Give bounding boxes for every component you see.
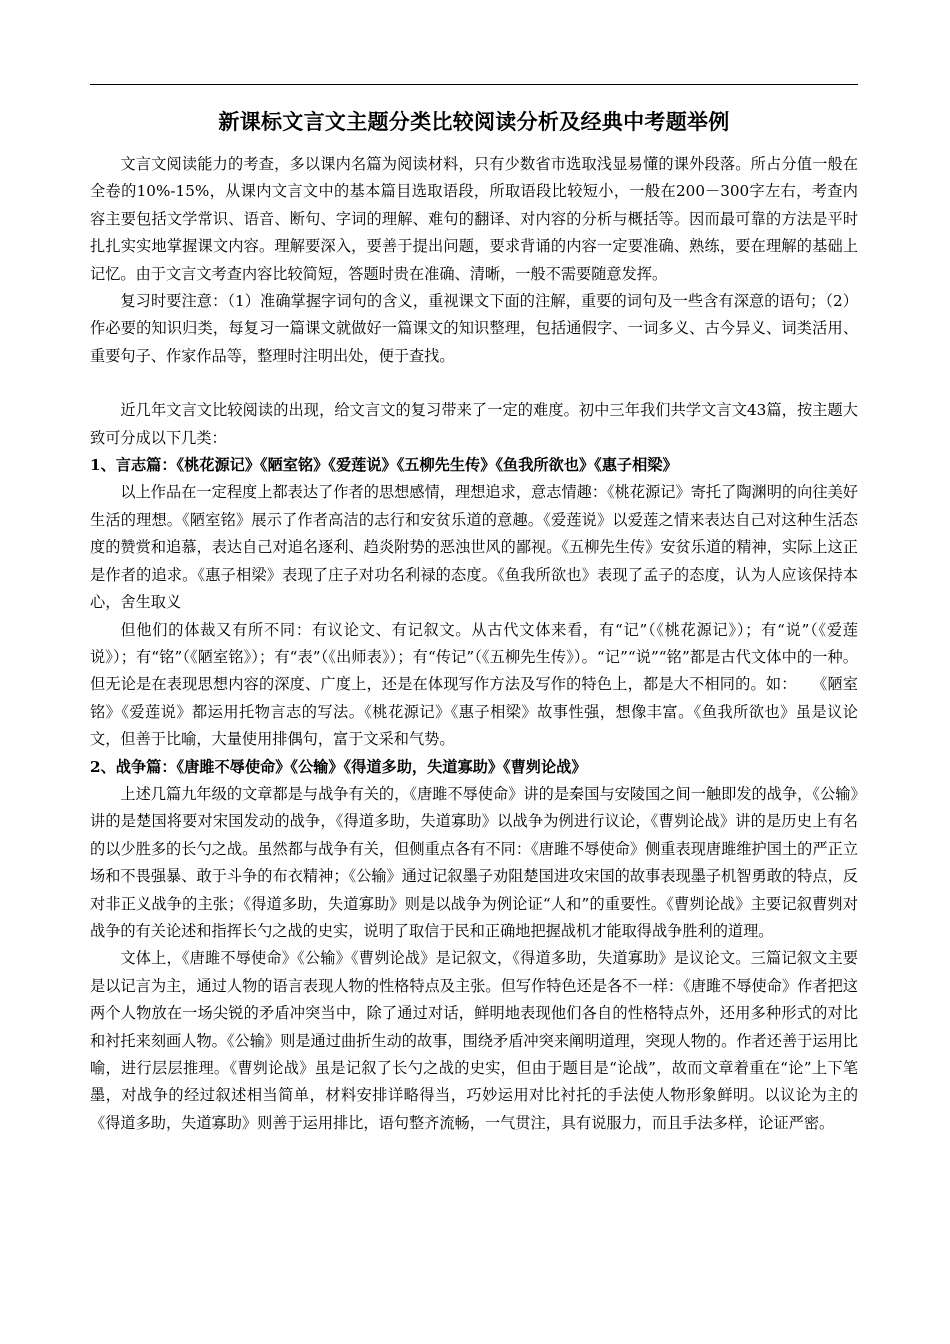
document-title: 新课标文言文主题分类比较阅读分析及经典中考题举例 xyxy=(218,109,730,134)
war-paragraph-2: 文体上，《唐雎不辱使命》《公输》《曹刿论战》是记叙文，《得道多助，失道寡助》是议论文。三篇记叙文主要是以记言为主，通过人物的语言表现人物的性格特点及主张。但写作特色还是各不一样：《唐雎不辱使命》作者把这两个人物放在一场尖锐的矛盾冲突当中，除了通过对话，鲜明地表现他们各自的性格特点外，还用多种形式的对比和衬托来刻画人物。《公输》则是通过曲折生动的故事，围绕矛盾冲突来阐明道理，突现人物的。作者还善于运用比喻，进行层层推理。《曹刿论战》虽是记叙了长勺之战的史实，但由于题目是“论战”，故而文章着重在“论”上下笔墨，对战争的经过叙述相当简单，材料安排详略得当，巧妙运用对比衬托的手法使人物形象鲜明。以议论为主的《得道多助，失道寡助》则善于运用排比，语句整齐流畅，一气贯注，具有说服力，而且手法多样，论证严密。 xyxy=(90,949,858,1132)
intro-paragraph-2: 复习时要注意：（1）准确掌握字词句的含义，重视课文下面的注解，重要的词句及一些含有深意的语句；（2）作必要的知识归类，每复习一篇课文就做好一篇课文的知识整理，包括通假字、一词多义、古今异义、词类活用、重要句子、作家作品等，整理时注明出处，便于查找。 xyxy=(90,292,858,365)
section-heading-war: 2、战争篇：《唐雎不辱使命》《公输》《得道多助，失道寡助》《曹刿论战》 xyxy=(90,757,587,776)
document-page xyxy=(90,84,858,1137)
paragraph-spacer xyxy=(90,370,858,397)
section-heading-aspiration: 1、言志篇：《桃花源记》《陋室铭》《爱莲说》《五柳先生传》《鱼我所欲也》《惠子相梁》 xyxy=(90,456,678,475)
overview-paragraph: 近几年文言文比较阅读的出现，给文言文的复习带来了一定的难度。初中三年我们共学文言文43篇，按主题大致可分成以下几类： xyxy=(90,401,858,447)
intro-paragraph-1: 文言文阅读能力的考查，多以课内名篇为阅读材料，只有少数省市选取浅显易懂的课外段落。所占分值一般在全卷的10%-15%，从课内文言文中的基本篇目选取语段，所取语段比较短小，一般在200－300字左右，考查内容主要包括文学常识、语音、断句、字词的理解、难句的翻译、对内容的分析与概括等。因而最可靠的方法是平时扎扎实实地掌握课文内容。理解要深入，要善于提出问题，要求背诵的内容一定要准确、熟练，要在理解的基础上记忆。由于文言文考查内容比较简短，答题时贵在准确、清晰，一般不需要随意发挥。 xyxy=(90,155,858,283)
aspiration-paragraph-1: 以上作品在一定程度上都表达了作者的思想感情，理想追求，意志情趣：《桃花源记》寄托了陶渊明的向往美好生活的理想。《陋室铭》展示了作者高洁的志行和安贫乐道的意趣。《爱莲说》以爱莲之情来表达自己对这种生活态度的赞赏和追慕，表达自己对追名逐利、趋炎附势的恶浊世风的鄙视。《五柳先生传》安贫乐道的精神，实际上这正是作者的追求。《惠子相梁》表现了庄子对功名利禄的态度。《鱼我所欲也》表现了孟子的态度，认为人应该保持本心，舍生取义 xyxy=(90,483,858,612)
aspiration-paragraph-2: 但他们的体裁又有所不同：有议论文、有记叙文。从古代文体来看，有“记”（《桃花源记》）；有“说”（《爱莲说》）；有“铭”（《陋室铭》）；有“表”（《出师表》）；有“传记”（《五柳先生传》）。“记”“说”“铭”都是古代文体中的一种。但无论是在表现思想内容的深度、广度上，还是在体现写作方法及写作的特色上，都是大不相同的。如： 《陋室铭》《爱莲说》都运用托物言志的写法。《桃花源记》《惠子相梁》故事性强，想像丰富。《鱼我所欲也》虽是议论文，但善于比喻，大量使用排偶句，富于文采和气势。 xyxy=(90,620,858,749)
header-rule xyxy=(90,84,858,85)
war-paragraph-1: 上述几篇九年级的文章都是与战争有关的，《唐雎不辱使命》讲的是秦国与安陵国之间一触即发的战争，《公输》讲的是楚国将要对宋国发动的战争，《得道多助，失道寡助》以战争为例进行议论，《曹刿论战》讲的是历史上有名的以少胜多的长勺之战。虽然都与战争有关，但侧重点各有不同：《唐雎不辱使命》侧重表现唐雎维护国土的严正立场和不畏强暴、敢于斗争的布衣精神；《公输》通过记叙墨子劝阻楚国进攻宋国的故事表现墨子机智勇敢的特点，反对非正义战争的主张；《得道多助，失道寡助》则是以战争为例论证“人和”的重要性。《曹刿论战》主要记叙曹刿对战争的有关论述和指挥长勺之战的史实，说明了取信于民和正确地把握战机才能取得战争胜利的道理。 xyxy=(90,784,858,940)
